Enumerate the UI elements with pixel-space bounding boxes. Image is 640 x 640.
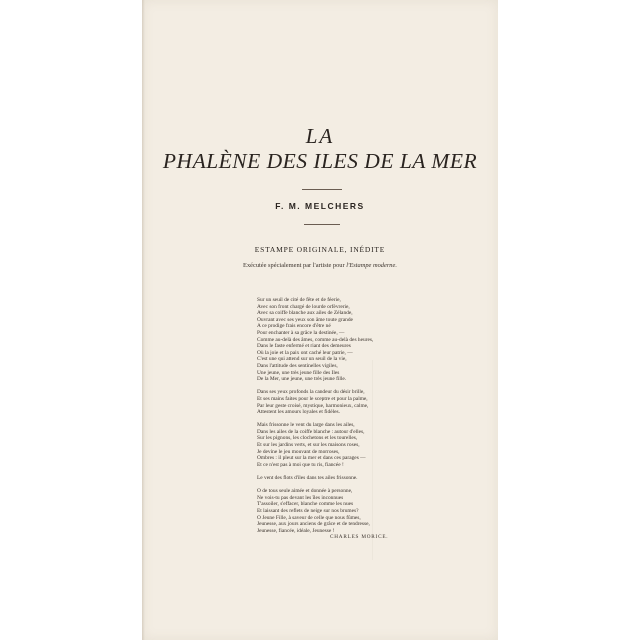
poem-line: T'assoiler, s'effacer, blanche comme les nues [257, 501, 354, 508]
poem-line: Je devine le jeu mouvant de morroses, [257, 448, 340, 455]
poem-line: Avec son front chargé de lourde orfèvrerie, [257, 303, 350, 310]
poem-line: C'est une qui attend sur un seuil de la vie, [257, 356, 347, 363]
page-title: PHALÈNE DES ILES DE LA MER [162, 149, 478, 173]
credit-line [142, 262, 498, 269]
poem-line: Et ce n'est pas à moi que tu ris, fiancée ! [257, 461, 344, 468]
credit-publication: l'Estampe moderne. [346, 262, 397, 269]
poem-line: Sur un seuil de cité de fête et de féerie, [257, 297, 341, 303]
print-subtitle: ESTAMPE ORIGINALE, INÉDITE [254, 245, 386, 254]
poem-stanza [257, 297, 487, 383]
poem-line: Mais frissonne le vent du large dans les ailes, [257, 422, 355, 429]
poem-line: O Jeune Fille, à saveur de celle que nous fûmes, [257, 514, 361, 521]
poem-line: Pour enchanter à sa grâce la destinée, — [257, 329, 345, 336]
poem-line: A ce prodige frais encore d'être né [257, 323, 331, 330]
poem-stanza [257, 422, 487, 468]
poem-line: Ombres : il pleut sur la mer et dans ces parages — [257, 455, 366, 462]
poem-line: Jeunesse, fiancée, idéale, Jeunesse ! [257, 527, 335, 534]
poem-signature: CHARLES MORICE. [330, 534, 389, 540]
poem-line: Attestent les amours loyales et fidèles. [257, 409, 340, 416]
sheet-edge-shadow [142, 0, 145, 640]
poem-line: Ouvrant avec ses yeux son âme toute grande [257, 316, 353, 323]
poem-line: Dans ses yeux profonds la candeur du désir brille, [257, 389, 365, 396]
poem-line: Où la joie et la paix ont caché leur patrie, — [257, 349, 353, 356]
poem [257, 297, 487, 541]
poem-line: O de tous seule aimée et donnée à personne, [257, 488, 353, 495]
poem-stanza [257, 488, 487, 534]
poem-line: De la Mer, une jeune, une très jeune fille. [257, 376, 347, 383]
title-article: LA [305, 124, 335, 148]
poem-stanza [257, 475, 487, 482]
artist-name: F. M. MELCHERS [275, 201, 365, 211]
poem-line: Et laissant des reflets de neige sur nos brumes? [257, 508, 359, 514]
poem-line: Avec sa coiffe blanche aux ailes de Zélande, [257, 310, 353, 317]
poem-line: Dans le faste enfermé et riant des demeures [257, 343, 351, 350]
credit-prefix: Exécutée spécialement par l'artiste pour [243, 262, 347, 269]
divider-bottom [304, 224, 340, 225]
poem-line: Dans les ailes de la coiffe blanche : autour d'elles, [257, 428, 365, 435]
poem-line: Sur les pignons, les clochetons et les tourelles, [257, 435, 358, 442]
poem-line: Dans l'attitude des sentinelles vigiles, [257, 362, 338, 369]
divider-top [302, 189, 342, 190]
poem-line: Et ses mains faites pour le sceptre et pour la palme, [257, 395, 368, 402]
poem-line: Ne vois-tu pas devant les îles inconnues [257, 494, 344, 501]
poem-line: Par leur geste croisé, mystique, harmonieux, calme, [257, 402, 369, 409]
poem-line: Jeunesse, aux jours anciens de grâce et de tendresse, [257, 521, 370, 528]
poem-line: Comme au-delà des âmes, comme au-delà des heures, [257, 336, 374, 343]
poem-line: Et sur les jardins verts, et sur les maisons roses, [257, 442, 360, 449]
print-sheet [142, 0, 498, 640]
poem-line: Une jeune, une très jeune fille des Iles [257, 369, 340, 376]
poem-line: Le vent des flots d'iles dans tes ailes frissonne. [257, 475, 358, 482]
poem-stanza [257, 389, 487, 415]
